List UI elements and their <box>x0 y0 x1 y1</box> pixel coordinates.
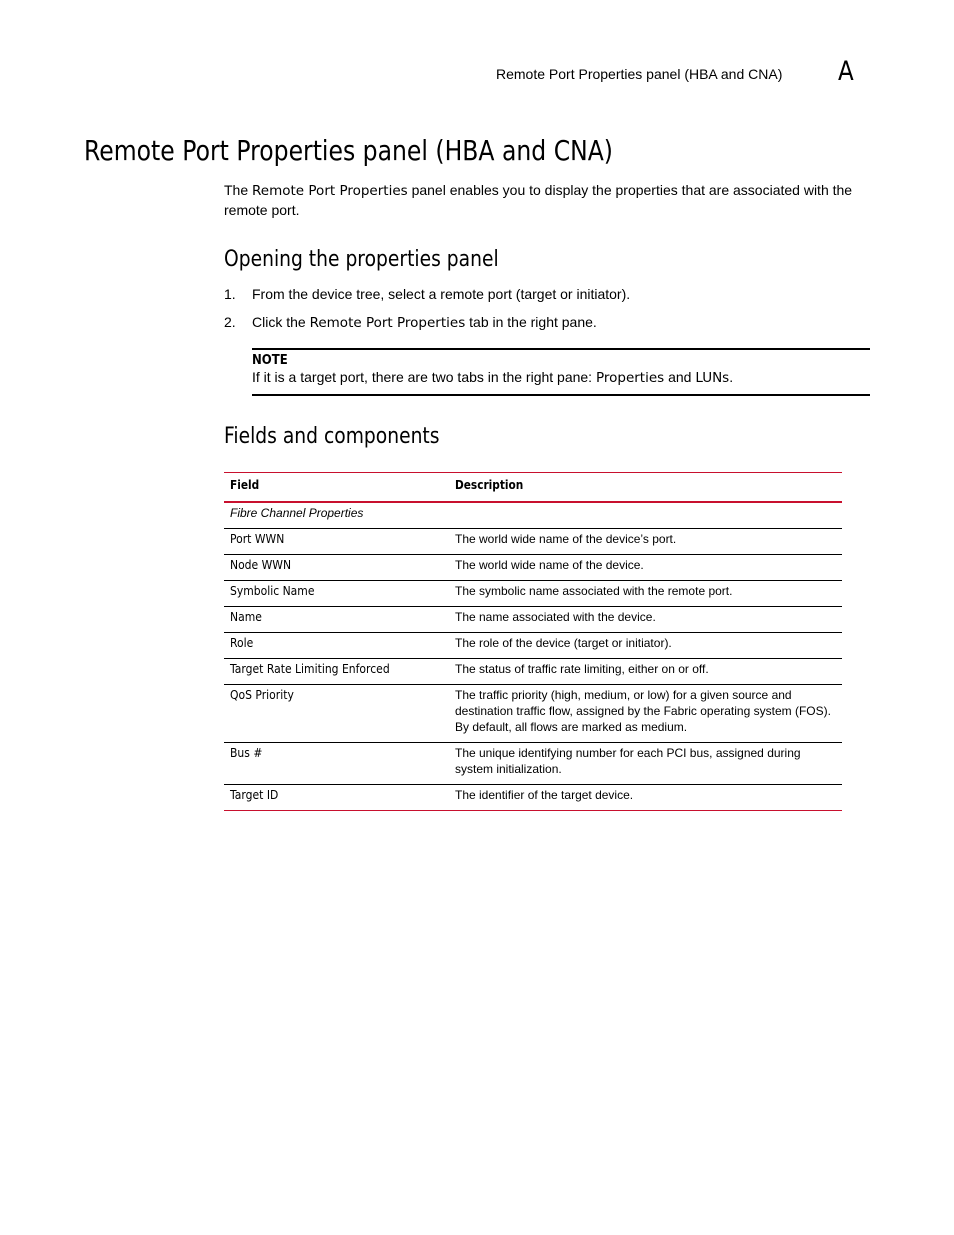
note-text <box>252 369 733 386</box>
field-description: The role of the device (target or initiator). <box>455 635 672 650</box>
field-name: Target Rate Limiting Enforced <box>230 661 390 676</box>
table-row <box>224 784 842 810</box>
field-name: Bus # <box>230 745 263 760</box>
group-label: Fibre Channel Properties <box>230 505 364 520</box>
appendix-letter: A <box>838 56 854 87</box>
step-ui-term: Remote Port Properties <box>309 315 466 331</box>
table-row <box>224 528 842 554</box>
field-name: Node WWN <box>230 557 292 572</box>
field-description: The traffic priority (high, medium, or low) for a given source and destination traffic flow, assigned by the Fabric operating system (FOS). By default, all flows are marked as medium. <box>455 687 831 734</box>
running-head: Remote Port Properties panel (HBA and CNA) <box>496 66 783 82</box>
table-group-row <box>224 502 842 529</box>
field-description: The status of traffic rate limiting, either on or off. <box>455 661 709 676</box>
note-suffix: . <box>729 369 734 385</box>
field-description: The world wide name of the device. <box>455 557 644 572</box>
field-description: The symbolic name associated with the remote port. <box>455 583 733 598</box>
table-row <box>224 606 842 632</box>
field-name: Name <box>230 609 262 624</box>
intro-ui-term: Remote Port Properties <box>252 183 408 199</box>
field-description: The name associated with the device. <box>455 609 656 624</box>
field-name: Symbolic Name <box>230 583 315 598</box>
page-title: Remote Port Properties panel (HBA and CNA) <box>84 134 613 167</box>
field-description: The world wide name of the device’s port. <box>455 531 677 546</box>
note-prefix: If it is a target port, there are two tabs in the right pane: <box>252 369 596 385</box>
intro-prefix: The <box>224 182 253 198</box>
table-row <box>224 742 842 784</box>
table-header-row <box>224 473 842 502</box>
note-ui-term-luns: LUNs <box>695 370 730 386</box>
field-name: Target ID <box>230 787 279 802</box>
field-description: The unique identifying number for each PCI bus, assigned during system initialization. <box>455 745 801 776</box>
fields-table <box>224 472 842 811</box>
table-row <box>224 554 842 580</box>
step-number: 1. <box>224 286 236 302</box>
intro-suffix: panel enables you to display the properties that are associated with the remote port. <box>224 182 853 218</box>
step-number: 2. <box>224 314 236 330</box>
note-label: NOTE <box>252 353 288 368</box>
table-row <box>224 658 842 684</box>
field-name: Role <box>230 635 254 650</box>
column-header-description: Description <box>455 478 524 492</box>
note-mid: and <box>664 369 696 385</box>
field-description: The identifier of the target device. <box>455 787 634 802</box>
step-text <box>252 313 597 333</box>
table-row <box>224 684 842 742</box>
step-text: From the device tree, select a remote port (target or initiator). <box>252 286 631 302</box>
section-heading-fields: Fields and components <box>224 424 440 449</box>
step-prefix: Click the <box>252 314 310 330</box>
table-row <box>224 632 842 658</box>
field-name: Port WWN <box>230 531 285 546</box>
step-suffix: tab in the right pane. <box>465 314 597 330</box>
note-box <box>252 348 870 396</box>
column-header-field: Field <box>230 478 260 492</box>
intro-paragraph <box>224 181 864 220</box>
field-name: QoS Priority <box>230 687 294 702</box>
section-heading-opening: Opening the properties panel <box>224 247 499 272</box>
table-row <box>224 580 842 606</box>
note-ui-term-properties: Properties <box>595 370 665 386</box>
